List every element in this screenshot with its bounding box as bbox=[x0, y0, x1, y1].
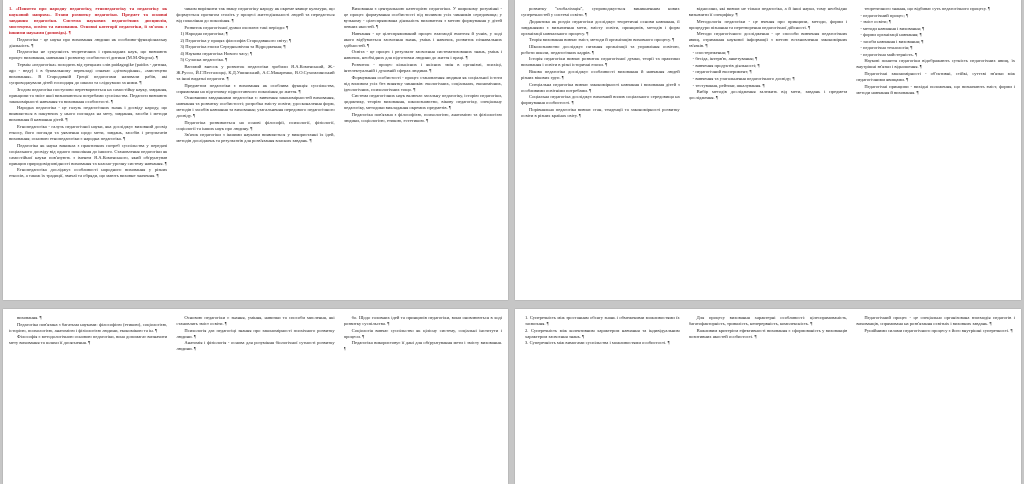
paragraph: Соціальна педагогіка досліджує виховний вплив соціального середовища на формування особистості. ¶ bbox=[521, 94, 680, 106]
paragraph: 3) Педагогіка епохи Середньовіччя та Відродження; ¶ bbox=[180, 44, 286, 50]
text-column bbox=[689, 315, 848, 484]
paragraph: - форми організації навчання; ¶ bbox=[860, 32, 922, 38]
paragraph: Наукові поняття педагогіки відображають сутність педагогічних явищ, їх внутрішні зв'язки і відношення. ¶ bbox=[856, 58, 1016, 70]
page-columns bbox=[9, 6, 502, 300]
paragraph: - методи навчання і виховання; ¶ bbox=[860, 25, 925, 31]
paragraph: Педагогіка не сукупність теоретичних і прикладних наук, що вивчають процес виховання, навчання і розвитку особистості дитини (М.М.Фіцула). ¶ bbox=[9, 49, 168, 61]
paragraph: - педагогічний процес; ¶ bbox=[860, 12, 909, 18]
page-columns bbox=[521, 315, 1015, 484]
text-column bbox=[521, 6, 680, 300]
paragraph: 3. Суперечність між вимогами суспільства і можливостями особистості. ¶ bbox=[525, 340, 670, 346]
paragraph: - тестування, рейтинг, шкалування. ¶ bbox=[692, 82, 765, 88]
paragraph: Рушійними силами педагогічного процесу є його внутрішні суперечності. ¶ bbox=[864, 327, 1013, 333]
paragraph: Педагогіка використовує її дані для обґрунтування мети і змісту виховання. ¶ bbox=[343, 340, 502, 352]
paragraph: бо. Щодо головних ідей та принципів педагогіки, вони оновлюються в ході розвитку суспільства. ¶ bbox=[343, 315, 502, 327]
paragraph: 1) Народна педагогіка; ¶ bbox=[180, 31, 228, 37]
paragraph: Предметом педагогіки є виховання як особлива функція суспільства, спрямована на підготовку підростаючого покоління до життя. ¶ bbox=[176, 82, 335, 94]
paragraph: Порівняльна педагогіка вивчає стан, тенденції та закономірності розвитку освіти в різних країнах світу. ¶ bbox=[521, 106, 680, 118]
paragraph: Формування особистості - процес становлення людини як соціальної істоти під впливом усіх без винятку чинників: екологічних, соціальних, економічних, ідеологічних, психологічних тощо. ¶ bbox=[343, 74, 502, 92]
paragraph: Педагогічний процес - це спеціально організована взаємодія педагогів і вихованців, спрямована на розв'язання освітніх і виховних завдань. ¶ bbox=[856, 315, 1016, 327]
document-page bbox=[515, 309, 1021, 484]
paragraph: Психологія дає педагогіці знання про закономірності психічного розвитку людини. ¶ bbox=[176, 327, 335, 339]
paragraph: - педагогічний експеримент; ¶ bbox=[692, 69, 752, 75]
text-column bbox=[9, 6, 167, 300]
paragraph: Зв'язок педагогіки з іншими науками виявляється у використанні їх ідей, методів досліджень та результатів для розв'язання власних завдань. ¶ bbox=[176, 132, 335, 144]
text-column bbox=[856, 315, 1015, 484]
page-columns bbox=[9, 315, 502, 484]
section-heading: 1. «Поняття про народну педагогіку, етнопедагогіку та педагогіку як науковий напрям». Етапи розвитку педагогіки. Предмет та основні завдання педагогіки. Система наукових педагогічних дисциплін, мистецтва, освіти та виховання. Основні категорії педагогіки, її зв'язок з іншими науками (доповідь). ¶ bbox=[9, 6, 168, 36]
paragraph: Школознавство досліджує питання організації та управління освітою, роботи школи, педагогічних кадрів. ¶ bbox=[521, 43, 680, 55]
paragraph: виховання. ¶ bbox=[17, 315, 42, 320]
paragraph: теоретичного знання, що відбиває суть педагогічного процесу. ¶ bbox=[864, 6, 990, 11]
text-column bbox=[521, 315, 680, 484]
paragraph: Спеціальна педагогіка вивчає закономірності навчання і виховання дітей з особливими освітніми потребами. ¶ bbox=[521, 81, 680, 93]
paragraph: Система педагогічних наук включає загальну педагогіку, історію педагогіки, дидактику, теорію виховання, школознавство, вікову педагогіку, спеціальну педагогіку, методики викладання окремих предметів. ¶ bbox=[343, 93, 502, 111]
text-column bbox=[344, 315, 502, 484]
paragraph: Освіта - це процес і результат засвоєння систематизованих знань, умінь і навичок, необхідних для підготовки людини до життя і праці. ¶ bbox=[343, 49, 502, 61]
paragraph: Педагогіка пов'язана з філософією, психологією, анатомією та фізіологією людини, соціологією, етикою, естетикою. ¶ bbox=[343, 111, 502, 123]
paragraph: Важливим критерієм ефективності виховання є сформованість у вихованців позитивних якостей особистості. ¶ bbox=[688, 327, 848, 339]
paragraph: Соціологія вивчає суспільство як цілісну систему, соціальні інститути і процеси. ¶ bbox=[343, 327, 502, 339]
paragraph: Педагогічні закономірності - об'єктивні, стійкі, суттєві зв'язки між педагогічними явищами. ¶ bbox=[856, 70, 1016, 83]
paragraph: - спостереження; ¶ bbox=[692, 49, 730, 55]
text-column bbox=[856, 6, 1015, 300]
paragraph: Розвиток - процес кількісних і якісних змін в організмі, психіці, інтелектуальній і духовній сферах людини. ¶ bbox=[343, 61, 502, 73]
paragraph: Філософія є методологічною основою педагогіки, вона допомагає визначити мету виховання та шляхи її досягнення. ¶ bbox=[9, 334, 168, 346]
document-page bbox=[3, 309, 508, 484]
paragraph: Педагогічні принципи - вихідні положення, що визначають зміст, форми і методи навчання й виховання. ¶ bbox=[856, 83, 1016, 95]
paragraph: Згодом педагогіка поступово перетворюється на самостійну науку, завдання, принципи та зміст якої визначаються потребами суспільства. Педагоги вивчають закономірності навчання та виховання особистості. ¶ bbox=[9, 86, 168, 104]
text-column bbox=[689, 6, 848, 300]
document-page bbox=[515, 0, 1021, 300]
paragraph: чином вирізнити так звану педагогіку народу як окреме явище культури, що формується протягом століть у процесі життєдіяльності людей та передається від покоління до покоління. ¶ bbox=[176, 6, 335, 24]
paragraph: Педагогіка розвивається на основі філософії, психології, фізіології, соціології та інших наук про людину. ¶ bbox=[176, 119, 335, 131]
paragraph: Педагогіка - це наука про виховання людини як особливо-функціональну діяльність. ¶ bbox=[9, 36, 168, 48]
paragraph: Вибір методів дослідження залежить від мети, завдань і предмета дослідження. ¶ bbox=[688, 89, 848, 101]
paragraph: - зміст освіти; ¶ bbox=[860, 19, 892, 25]
paragraph: - вивчення та узагальнення педагогічного досвіду; ¶ bbox=[692, 76, 795, 82]
paragraph: - бесіда, інтерв'ю, анкетування; ¶ bbox=[692, 56, 758, 62]
paragraph: Розвиток педагогічної думки охоплює такі періоди: ¶ bbox=[184, 24, 289, 30]
paragraph: Історія педагогіки вивчає розвиток педагогічної думки, теорії та практики виховання і освіти в різні історичні епохи. ¶ bbox=[521, 56, 680, 68]
paragraph: відносини, які вивчає не тільки педагогіка, а й інші науки, тому необхідно визначити її специфіку. ¶ bbox=[688, 6, 848, 18]
paragraph: Навчання - це цілеспрямований процес взаємодії вчителя й учнів, у ході якого відбувається засвоєння знань, умінь і навичок, розвиток пізнавальних здібностей. ¶ bbox=[343, 30, 502, 48]
paragraph: Методологія педагогіки - це вчення про принципи, методи, форми і процедури пізнання та перетворення педагогічної дійсності. ¶ bbox=[688, 18, 848, 30]
paragraph: Для процесу виховання характерні особливості: цілеспрямованість, багатофакторність, тривалість, неперервність, комплексність. ¶ bbox=[688, 315, 848, 327]
paragraph: Анатомія і фізіологія - основа для розуміння біологічної сутності розвитку людини. ¶ bbox=[176, 340, 335, 352]
paragraph: Педагогіка як наука виникла з практичних потреб суспільства у передачі соціального досвіду від одного покоління до іншого. Становлення педагогіки як самостійної науки пов'язують з іменем Я.А.Коменського, який обґрунтував принцип природовідповідності виховання та класно-урочну систему навчання. ¶ bbox=[9, 142, 168, 166]
paragraph: Етнопедагогіка досліджує особливості народного виховання у різних етносів, а також їх традиції, звичаї та обряди, що мають виховне значення. ¶ bbox=[9, 167, 168, 179]
text-column bbox=[176, 6, 334, 300]
paragraph: Народна педагогіка - це галузь педагогічних знань і досвіду народу, що виявляється в пануючих у нього поглядах на мету, завдання, засоби і методи виховання й навчання дітей. ¶ bbox=[9, 105, 168, 123]
paragraph: Дидактика як розділ педагогіки досліджує теоретичні основи навчання, її завданнями є визначення мети, змісту освіти, принципів, методів і форм організації навчального процесу. ¶ bbox=[521, 18, 680, 36]
paragraph: - засоби навчання і виховання; ¶ bbox=[860, 38, 924, 44]
paragraph: Виховання є центральною категорією педагогіки. У широкому розумінні - це процес формування особистості під впливом усіх чинників середовища; у вузькому - цілеспрямована діяльність вихователя з метою формування у дітей певних якостей. ¶ bbox=[343, 6, 502, 30]
paragraph: Вагомий внесок у розвиток педагогіки зробили Я.А.Коменський, Ж.-Ж.Руссо, Й.Г.Песталоцці, К.Д.Ушинський, А.С.Макаренко, В.О.Сухомлинський та інші видатні педагоги. ¶ bbox=[176, 63, 335, 82]
document-page bbox=[3, 0, 508, 300]
paragraph: Педагогіка пов'язана з багатьма науками: філософією (етикою), соціологією, історією, психологією, анатомією і фізіологією людини, економікою та ін. ¶ bbox=[9, 321, 168, 333]
paragraph: Етнопедагогіка - галузь педагогічної науки, яка досліджує виховний досвід етносу, його погляди та уявлення щодо мети, завдань, засобів і результатів виховання; основою етнопедагогіки є народна педагогіка. ¶ bbox=[9, 123, 168, 141]
paragraph: 1. Суперечність між зростанням обсягу знань і обмеженими можливостями їх засвоєння. ¶ bbox=[525, 315, 680, 327]
paragraph: розвитку "глобалізація", супроводжується виникненням нових суперечностей у системі освіти. ¶ bbox=[521, 6, 680, 18]
text-column bbox=[176, 315, 334, 484]
text-column bbox=[344, 6, 502, 300]
paragraph: - педагогічна майстерність. ¶ bbox=[860, 51, 918, 57]
paragraph: - педагогічна технологія; ¶ bbox=[860, 45, 913, 51]
paragraph: Методи педагогічного дослідження - це способи вивчення педагогічних явищ, отримання наукової інформації з метою встановлення закономірних зв'язків. ¶ bbox=[688, 31, 848, 49]
paragraph: Основою педагогіки є знання, уміння, навички та способи мислення, які становлять зміст освіти. ¶ bbox=[176, 315, 335, 327]
paragraph: Основними завданнями педагогіки є: вивчення закономірностей виховання, навчання та розвитку особистості; розробка змісту освіти; удосконалення форм, методів і засобів навчання та виховання; узагальнення передового педагогічного досвіду. ¶ bbox=[176, 95, 335, 119]
paragraph: Термін «педагогіка» походить від грецьких слів paidagogike (paidos - дитина, ago - веду) і в буквальному перекладі означає «дітоводіння», «мистецтво виховання». В Стародавній Греції педагогами називали рабів, які супроводжували дітей господаря до школи та слідкували за ними. ¶ bbox=[9, 61, 168, 86]
text-column bbox=[9, 315, 167, 484]
paragraph: 5) Сучасна педагогіка. ¶ bbox=[180, 57, 228, 63]
paragraph: Теорія виховання вивчає зміст, методи й організацію виховного процесу. ¶ bbox=[529, 37, 675, 43]
paragraph: - вивчення продуктів діяльності; ¶ bbox=[692, 62, 760, 68]
page-columns bbox=[521, 6, 1015, 300]
paragraph: Вікова педагогіка досліджує особливості виховання й навчання людей різних вікових груп. ¶ bbox=[521, 68, 680, 81]
paragraph: 2) Педагогіка у працях філософів Стародавнього світу; ¶ bbox=[180, 37, 292, 43]
paragraph: 4) Наукова педагогіка Нового часу; ¶ bbox=[180, 50, 253, 56]
paragraph: 2. Суперечність між колективним характером навчання та індивідуальним характером засвоєння знань. ¶ bbox=[525, 327, 680, 339]
